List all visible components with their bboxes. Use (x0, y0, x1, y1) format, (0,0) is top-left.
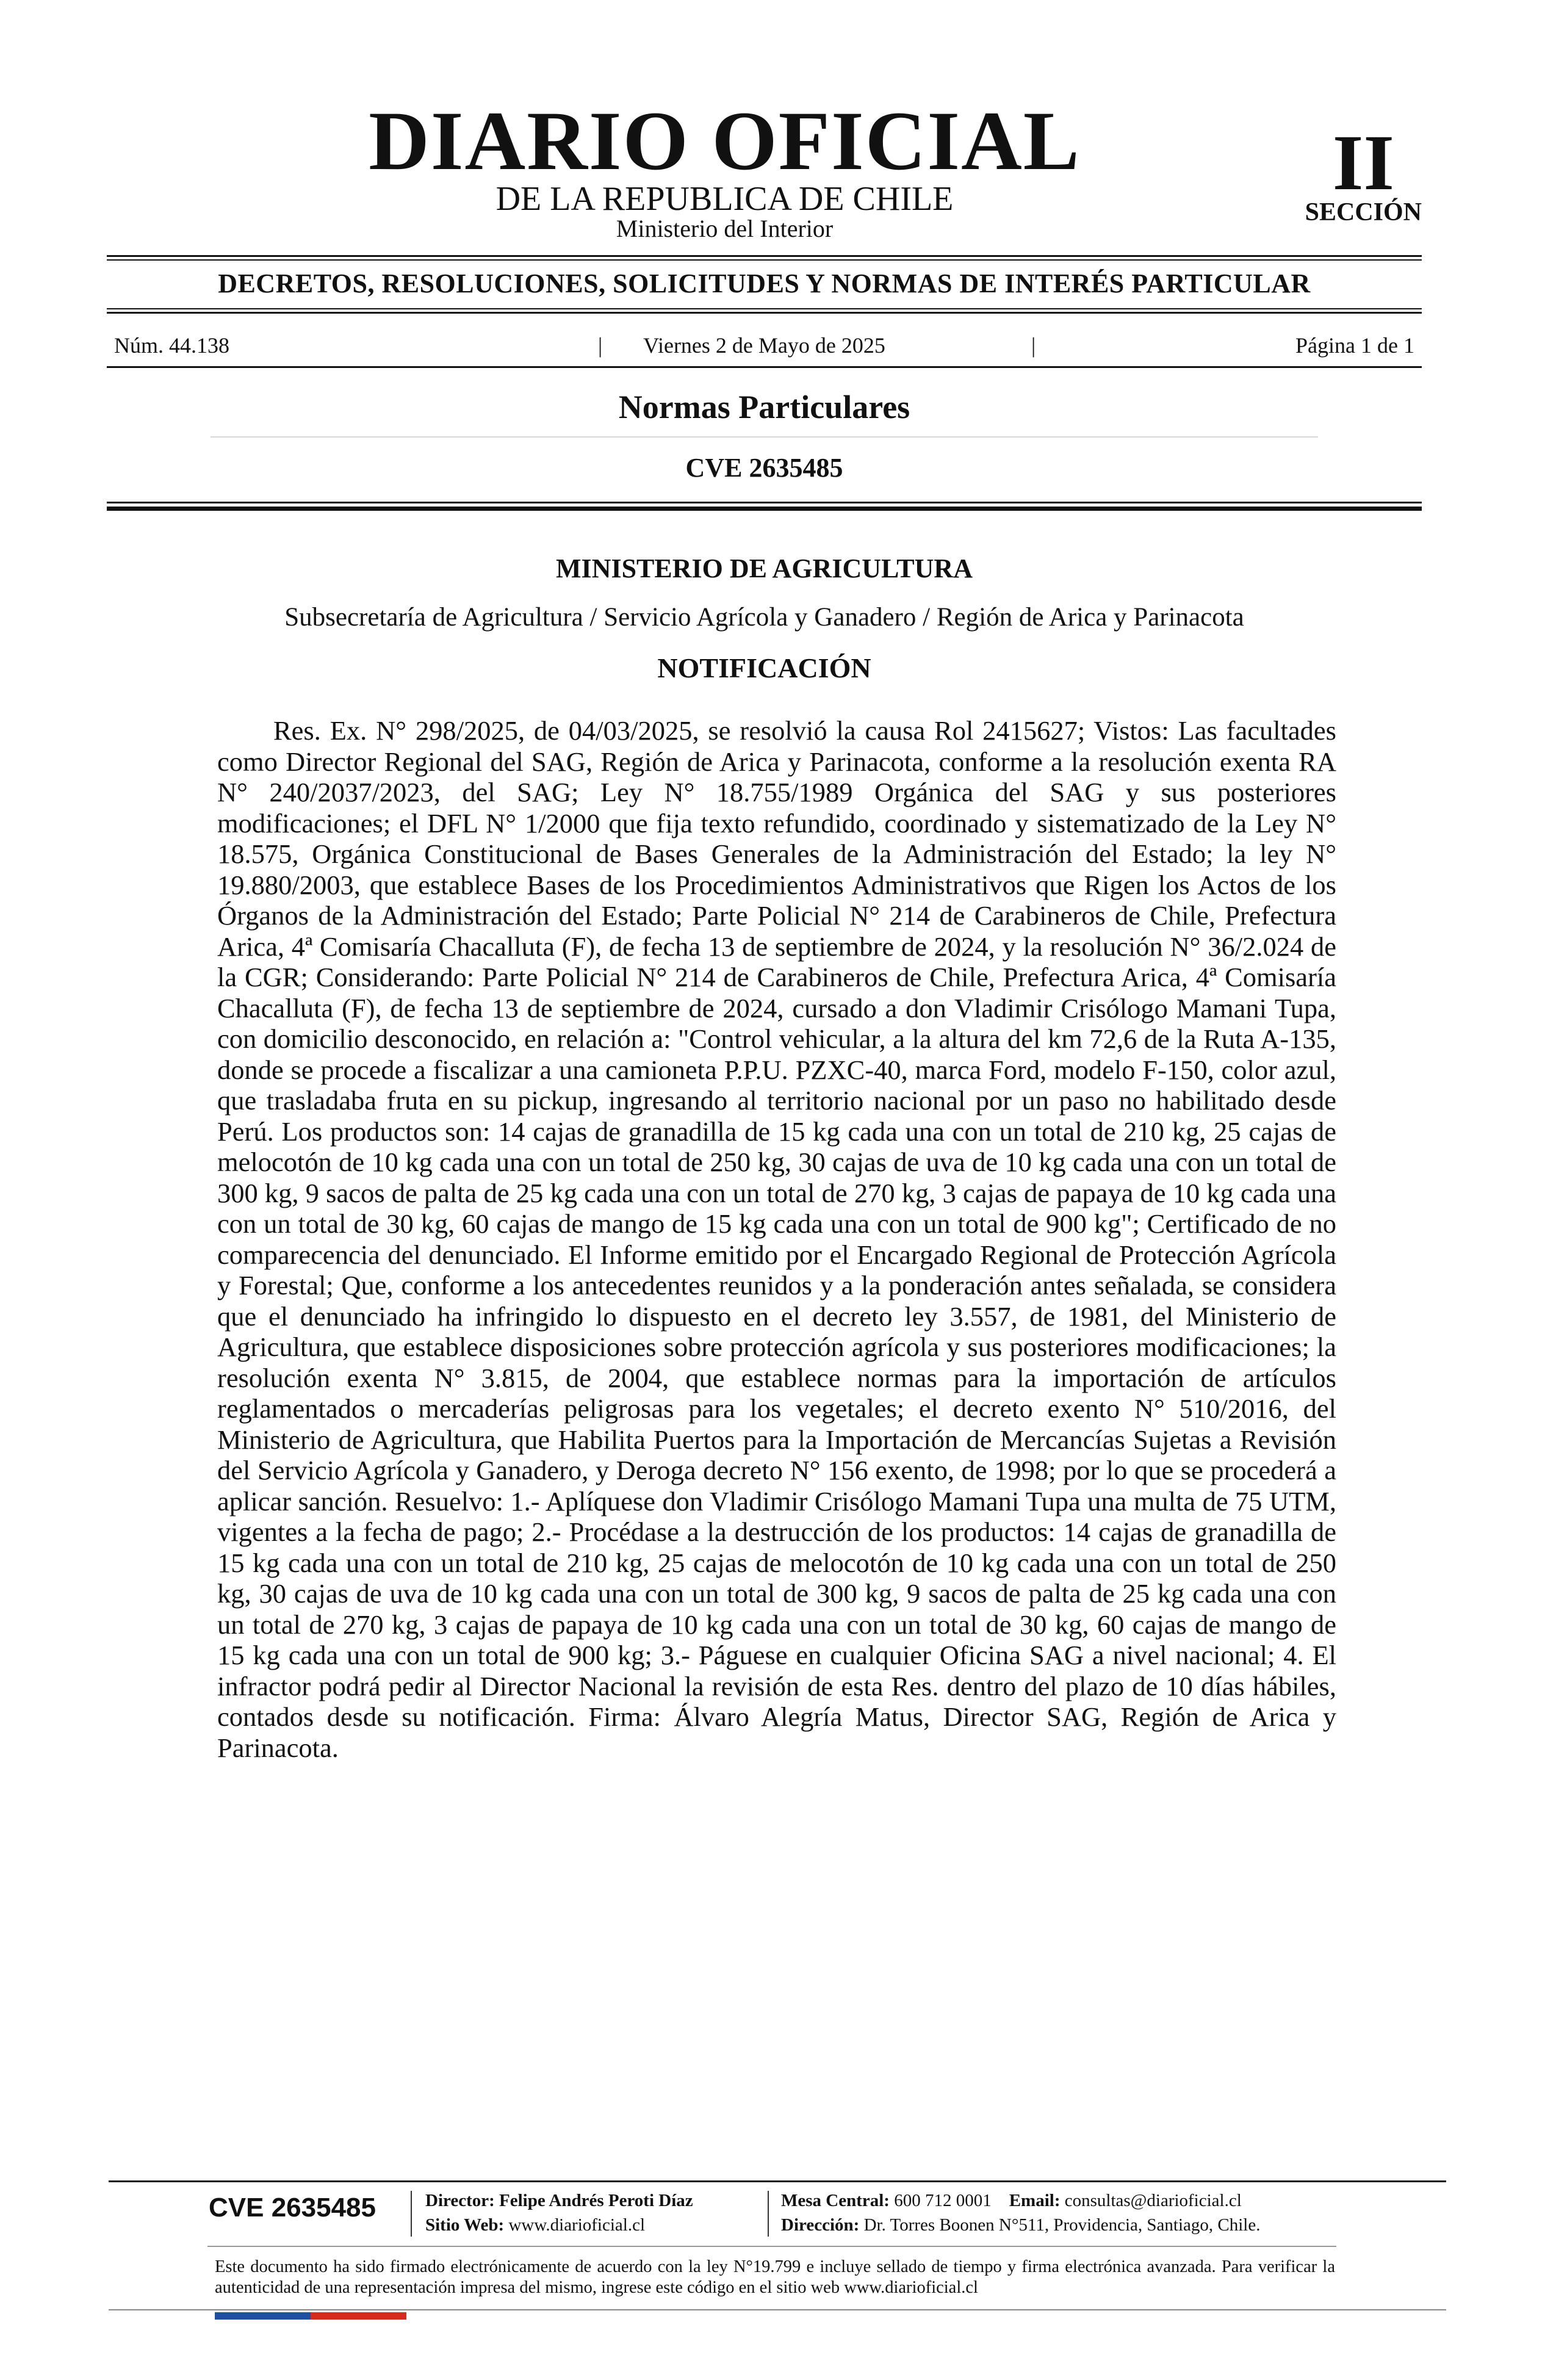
footer-rule-bottom (109, 2309, 1446, 2310)
info-rule (107, 366, 1422, 368)
masthead-rule-top (107, 255, 1422, 257)
banner-rule-2 (107, 312, 1422, 314)
section-label: SECCIÓN (1305, 198, 1422, 226)
address-label: Dirección: (781, 2215, 860, 2235)
resolution-body: Res. Ex. N° 298/2025, de 04/03/2025, se resolvió la causa Rol 2415627; Vistos: Las facultades como Director Regional del SAG, Región de Arica y Parinacota, conforme a la resolución exenta RA N° 240/2037/2023, del SAG; Ley N° 18.755/1989 Orgánica del SAG y sus posteriores modificaciones; el DFL N° 1/2000 que fija texto refundido, coordinado y sistematizado de la Ley N° 18.575, Orgánica Constitucional de Bases Generales de la Administración del Estado; la ley N° 19.880/2003, que establece Bases de los Procedimientos Administrativos que Rigen los Actos de los Órganos de la Administración del Estado; Parte Policial N° 214 de Carabineros de Chile, Prefectura Arica, 4ª Comisaría Chacalluta (F), de fecha 13 de septiembre de 2024, y la resolución N° 36/2.024 de la CGR; Considerando: Parte Policial N° 214 de Carabineros de Chile, Prefectura Arica, 4ª Comisaría Chacalluta (F), de fecha 13 de septiembre de 2024, cursado a don Vladimir Crisólogo Mamani Tupa, con domicilio desconocido, en relación a: "Control vehicular, a la altura del km 72,6 de la Ruta A-135, donde se procede a fiscalizar a una camioneta P.P.U. PZXC-40, marca Ford, modelo F-150, color azul, que trasladaba fruta en su pickup, ingresando al territorio nacional por un paso no habilitado desde Perú. Los productos son: 14 cajas de granadilla de 15 kg cada una con un total de 210 kg, 25 cajas de melocotón de 10 kg cada una con un total de 250 kg, 30 cajas de uva de 10 kg cada una con un total de 300 kg, 9 sacos de palta de 25 kg cada una con un total de 270 kg, 3 cajas de papaya de 10 kg cada una con un total de 30 kg, 60 cajas de mango de 15 kg cada una con un total de 900 kg"; Certificado de no comparecencia del denunciado. El Informe emitido por el Encargado Regional de Protección Agrícola y Forestal; Que, conforme a los antecedentes reunidos y a la ponderación antes señalada, se considera que el denunciado ha infringido lo dispuesto en el decreto ley 3.557, de 1981, del Ministerio de Agricultura, que establece disposiciones sobre protección agrícola y sus posteriores modificaciones; la resolución exenta N° 3.815, de 2004, que establece normas para la importación de artículos reglamentados o mercaderías peligrosas para los vegetales; el decreto exento N° 510/2016, del Ministerio de Agricultura, que Habilita Puertos para la Importación de Mercancías Sujetas a Revisión del Servicio Agrícola y Ganadero, y Deroga decreto N° 156 exento, de 1998; por lo que se procederá a aplicar sanción. Resuelvo: 1.- Aplíquese don Vladimir Crisólogo Mamani Tupa una multa de 75 UTM, vigentes a la fecha de pago; 2.- Procédase a la destrucción de los productos: 14 cajas de granadilla de 15 kg cada una con un total de 210 kg, 25 cajas de melocotón de 10 kg cada una con un total de 250 kg, 30 cajas de uva de 10 kg cada una con un total de 300 kg, 9 sacos de palta de 25 kg cada una con un total de 270 kg, 3 cajas de papaya de 10 kg cada una con un total de 30 kg, 60 cajas de mango de 15 kg cada una con un total de 900 kg; 3.- Páguese en cualquier Oficina SAG a nivel nacional; 4. El infractor podrá pedir al Director Nacional la revisión de esta Res. dentro del plazo de 10 días hábiles, contados desde su notificación. Firma: Álvaro Alegría Matus, Director SAG, Región de Arica y Parinacota. (217, 715, 1336, 1763)
info-separator: | (1031, 333, 1036, 358)
address-text: Dr. Torres Boonen N°511, Providencia, Santiago, Chile. (863, 2215, 1261, 2235)
site-link[interactable]: www.diarioficial.cl (508, 2215, 646, 2235)
footer-separator (411, 2191, 412, 2237)
issue-number: Núm. 44.138 (114, 333, 229, 358)
footer-cve-code: CVE 2635485 (209, 2193, 376, 2223)
newspaper-title: DIARIO OFICIAL (369, 94, 1081, 187)
section-title: Normas Particulares (618, 389, 910, 425)
document-type: NOTIFICACIÓN (657, 652, 871, 683)
flag-stripe-blue (215, 2312, 311, 2320)
banner-rule-1 (107, 308, 1422, 309)
footer-director-block (425, 2188, 693, 2237)
director-name: Felipe Andrés Peroti Díaz (499, 2191, 693, 2210)
mesa-phone: 600 712 0001 (894, 2191, 992, 2210)
footer-separator (768, 2191, 769, 2237)
site-label: Sitio Web: (425, 2215, 505, 2235)
director-label: Director: (425, 2191, 495, 2210)
email-link[interactable]: consultas@diarioficial.cl (1064, 2191, 1242, 2210)
footer-rule-top (109, 2180, 1446, 2182)
newspaper-ministry: Ministerio del Interior (616, 215, 834, 242)
ministry-heading: MINISTERIO DE AGRICULTURA (556, 554, 973, 583)
masthead-rule-top-thin (107, 259, 1422, 261)
section-title-rule (211, 436, 1318, 438)
masthead (107, 92, 1422, 256)
cve-code: CVE 2635485 (685, 453, 843, 483)
issue-date: Viernes 2 de Mayo de 2025 (643, 333, 885, 358)
section-number: II (1332, 119, 1394, 207)
email-label: Email: (1009, 2191, 1061, 2210)
newspaper-subtitle: DE LA REPUBLICA DE CHILE (495, 180, 954, 218)
section-banner: DECRETOS, RESOLUCIONES, SOLICITUDES Y NORMAS DE INTERÉS PARTICULAR (218, 269, 1311, 298)
issue-info-bar (107, 334, 1422, 359)
footer-mid-rule (207, 2246, 1336, 2247)
info-separator: | (598, 333, 603, 358)
flag-stripe-red (311, 2312, 406, 2320)
footer-legal-note: Este documento ha sido firmado electrónicamente de acuerdo con la ley N°19.799 e incluye sellado de tiempo y firma electrónica avanzada. Para verificar la autenticidad de una representación impresa del mismo, ingrese este código en el sitio web www.diarioficial.cl (215, 2257, 1335, 2297)
header-rule-bottom-1 (107, 502, 1422, 503)
header-rule-bottom-2 (107, 507, 1422, 511)
subsecretaria-line: Subsecretaría de Agricultura / Servicio Agrícola y Ganadero / Región de Arica y Parinacota (284, 603, 1244, 632)
footer-contact-block (781, 2188, 1260, 2237)
page-indicator: Página 1 de 1 (1295, 333, 1414, 358)
mesa-label: Mesa Central: (781, 2191, 890, 2210)
